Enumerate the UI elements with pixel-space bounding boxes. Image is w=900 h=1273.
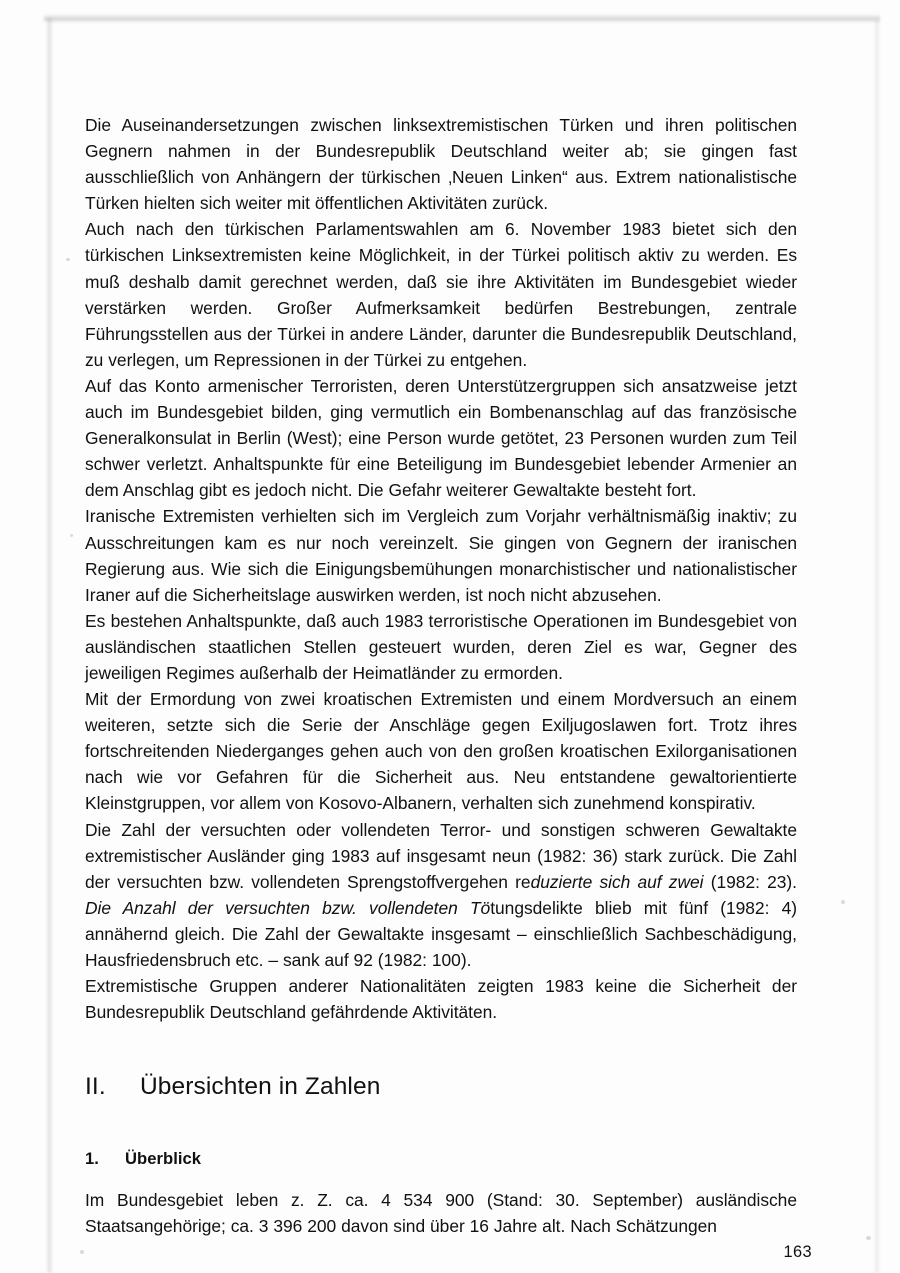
paragraph-kroatische-extremisten: Mit der Ermordung von zwei kroatischen Extremisten und einem Mordversuch an einem weiteren, setzte sich die Serie der Anschläge gegen Exiljugoslawen fort. Trotz ihres fortschreitenden Niederganges gehen auch von den großen kroatischen Exilorganisationen nach wie vor Gefahren für die Sicherheit aus. Neu entstandene gewaltorientierte Kleinstgruppen, vor allem von Kosovo-Albanern, verhalten sich zunehmend konspirativ. xyxy=(85,689,797,814)
scan-speck xyxy=(841,900,845,904)
paragraph-parlamentswahlen: Auch nach den türkischen Parlamentswahlen am 6. November 1983 bietet sich den türkischen Linksextremisten keine Möglichkeit, in der Türkei politisch aktiv zu werden. Es muß deshalb damit gerechnet werden, daß sie ihre Aktivitäten im Bundesgebiet wieder verstärken werden. Großer Aufmerksamkeit bedürfen Bestrebungen, zentrale Führungsstellen aus der Türkei in andere Länder, darunter die Bundesrepublik Deutschland, zu verlegen, um Repressionen in der Türkei zu entgehen. xyxy=(85,219,797,370)
subsection-heading-ueberblick xyxy=(85,1148,797,1170)
paragraph-iranische-extremisten: Iranische Extremisten verhielten sich im Vergleich zum Vorjahr verhältnismäßig inaktiv; zu Ausschreitungen kam es nur noch vereinzelt. Sie gingen von Gegnern der iranischen Regierung aus. Wie sich die Einigungsbemühungen monarchistischer und nationalistischer Iraner auf die Sicherheitslage auswirken werden, ist noch nicht abzusehen. xyxy=(85,506,797,605)
paragraph-armenische-terroristen: Auf das Konto armenischer Terroristen, deren Unterstützergruppen sich ansatzweise jetzt auch im Bundesgebiet bilden, ging vermutlich ein Bombenanschlag auf das französische Generalkonsulat in Berlin (West); eine Person wurde getötet, 23 Personen wurden zum Teil schwer verletzt. Anhaltspunkte für eine Beteiligung im Bundesgebiet lebender Armenier an dem Anschlag gibt es jedoch nicht. Die Gefahr weiterer Gewaltakte besteht fort. xyxy=(85,375,797,501)
scan-speck xyxy=(66,258,70,261)
section-heading-numeral: II. xyxy=(85,1073,106,1101)
document-body xyxy=(85,112,797,1239)
paragraph-andere-nationalitaeten: Extremistische Gruppen anderer Nationalitäten zeigten 1983 keine die Sicherheit der Bundesrepublik Deutschland gefährdende Aktivitäten. xyxy=(85,976,797,1023)
page-number: 163 xyxy=(783,1243,812,1261)
paragraph-staatlich-gesteuerte-operationen: Es bestehen Anhaltspunkte, daß auch 1983 terroristische Operationen im Bundesgebiet von ausländischen staatlichen Stellen gesteuert wurden, deren Ziel es war, Gegner des jeweiligen Regimes außerhalb der Heimatländer zu ermorden. xyxy=(85,610,797,683)
scan-page-edge-right xyxy=(874,20,880,1273)
section-heading-title: Übersichten in Zahlen xyxy=(140,1073,381,1101)
scan-page-edge-top xyxy=(44,14,880,23)
paragraph-statistik-gewaltakte: Die Zahl der versuchten oder vollendeten Terror- und sonstigen schweren Gewaltakte extremistischer Ausländer ging 1983 auf insgesamt neun (1982: 36) stark zurück. Die Zahl der versuchten bzw. vollendeten Sprengstoffvergehen reduzierte sich auf zwei (1982: 23). Die Anzahl der versuchten bzw. vollendeten Tötungsdelikte blieb mit fünf (1982: 4) annähernd gleich. Die Zahl der Gewaltakte insgesamt – einschließlich Sachbeschädigung, Hausfriedensbruch etc. – sank auf 92 (1982: 100). xyxy=(85,819,797,970)
paragraph-ueberblick-bevoelkerung: Im Bundesgebiet leben z. Z. ca. 4 534 900 (Stand: 30. September) ausländische Staatsangehörige; ca. 3 396 200 davon sind über 16 Jahre alt. Nach Schätzungen xyxy=(85,1189,797,1236)
scan-speck xyxy=(866,1236,871,1240)
subsection-heading-title: Überblick xyxy=(125,1149,202,1169)
paragraph-tuerkische-extremisten: Die Auseinandersetzungen zwischen linksextremistischen Türken und ihren politischen Gegnern nahmen in der Bundesrepublik Deutschland weiter ab; sie gingen fast ausschließlich von Anhängern der türkischen ‚Neuen Linken“ aus. Extrem nationalistische Türken hielten sich weiter mit öffentlichen Aktivitäten zurück. xyxy=(85,115,797,214)
subsection-heading-numeral: 1. xyxy=(85,1149,99,1169)
scan-speck xyxy=(70,534,73,537)
scan-page-edge-left xyxy=(46,18,53,1273)
section-heading-uebersichten xyxy=(85,1072,797,1102)
